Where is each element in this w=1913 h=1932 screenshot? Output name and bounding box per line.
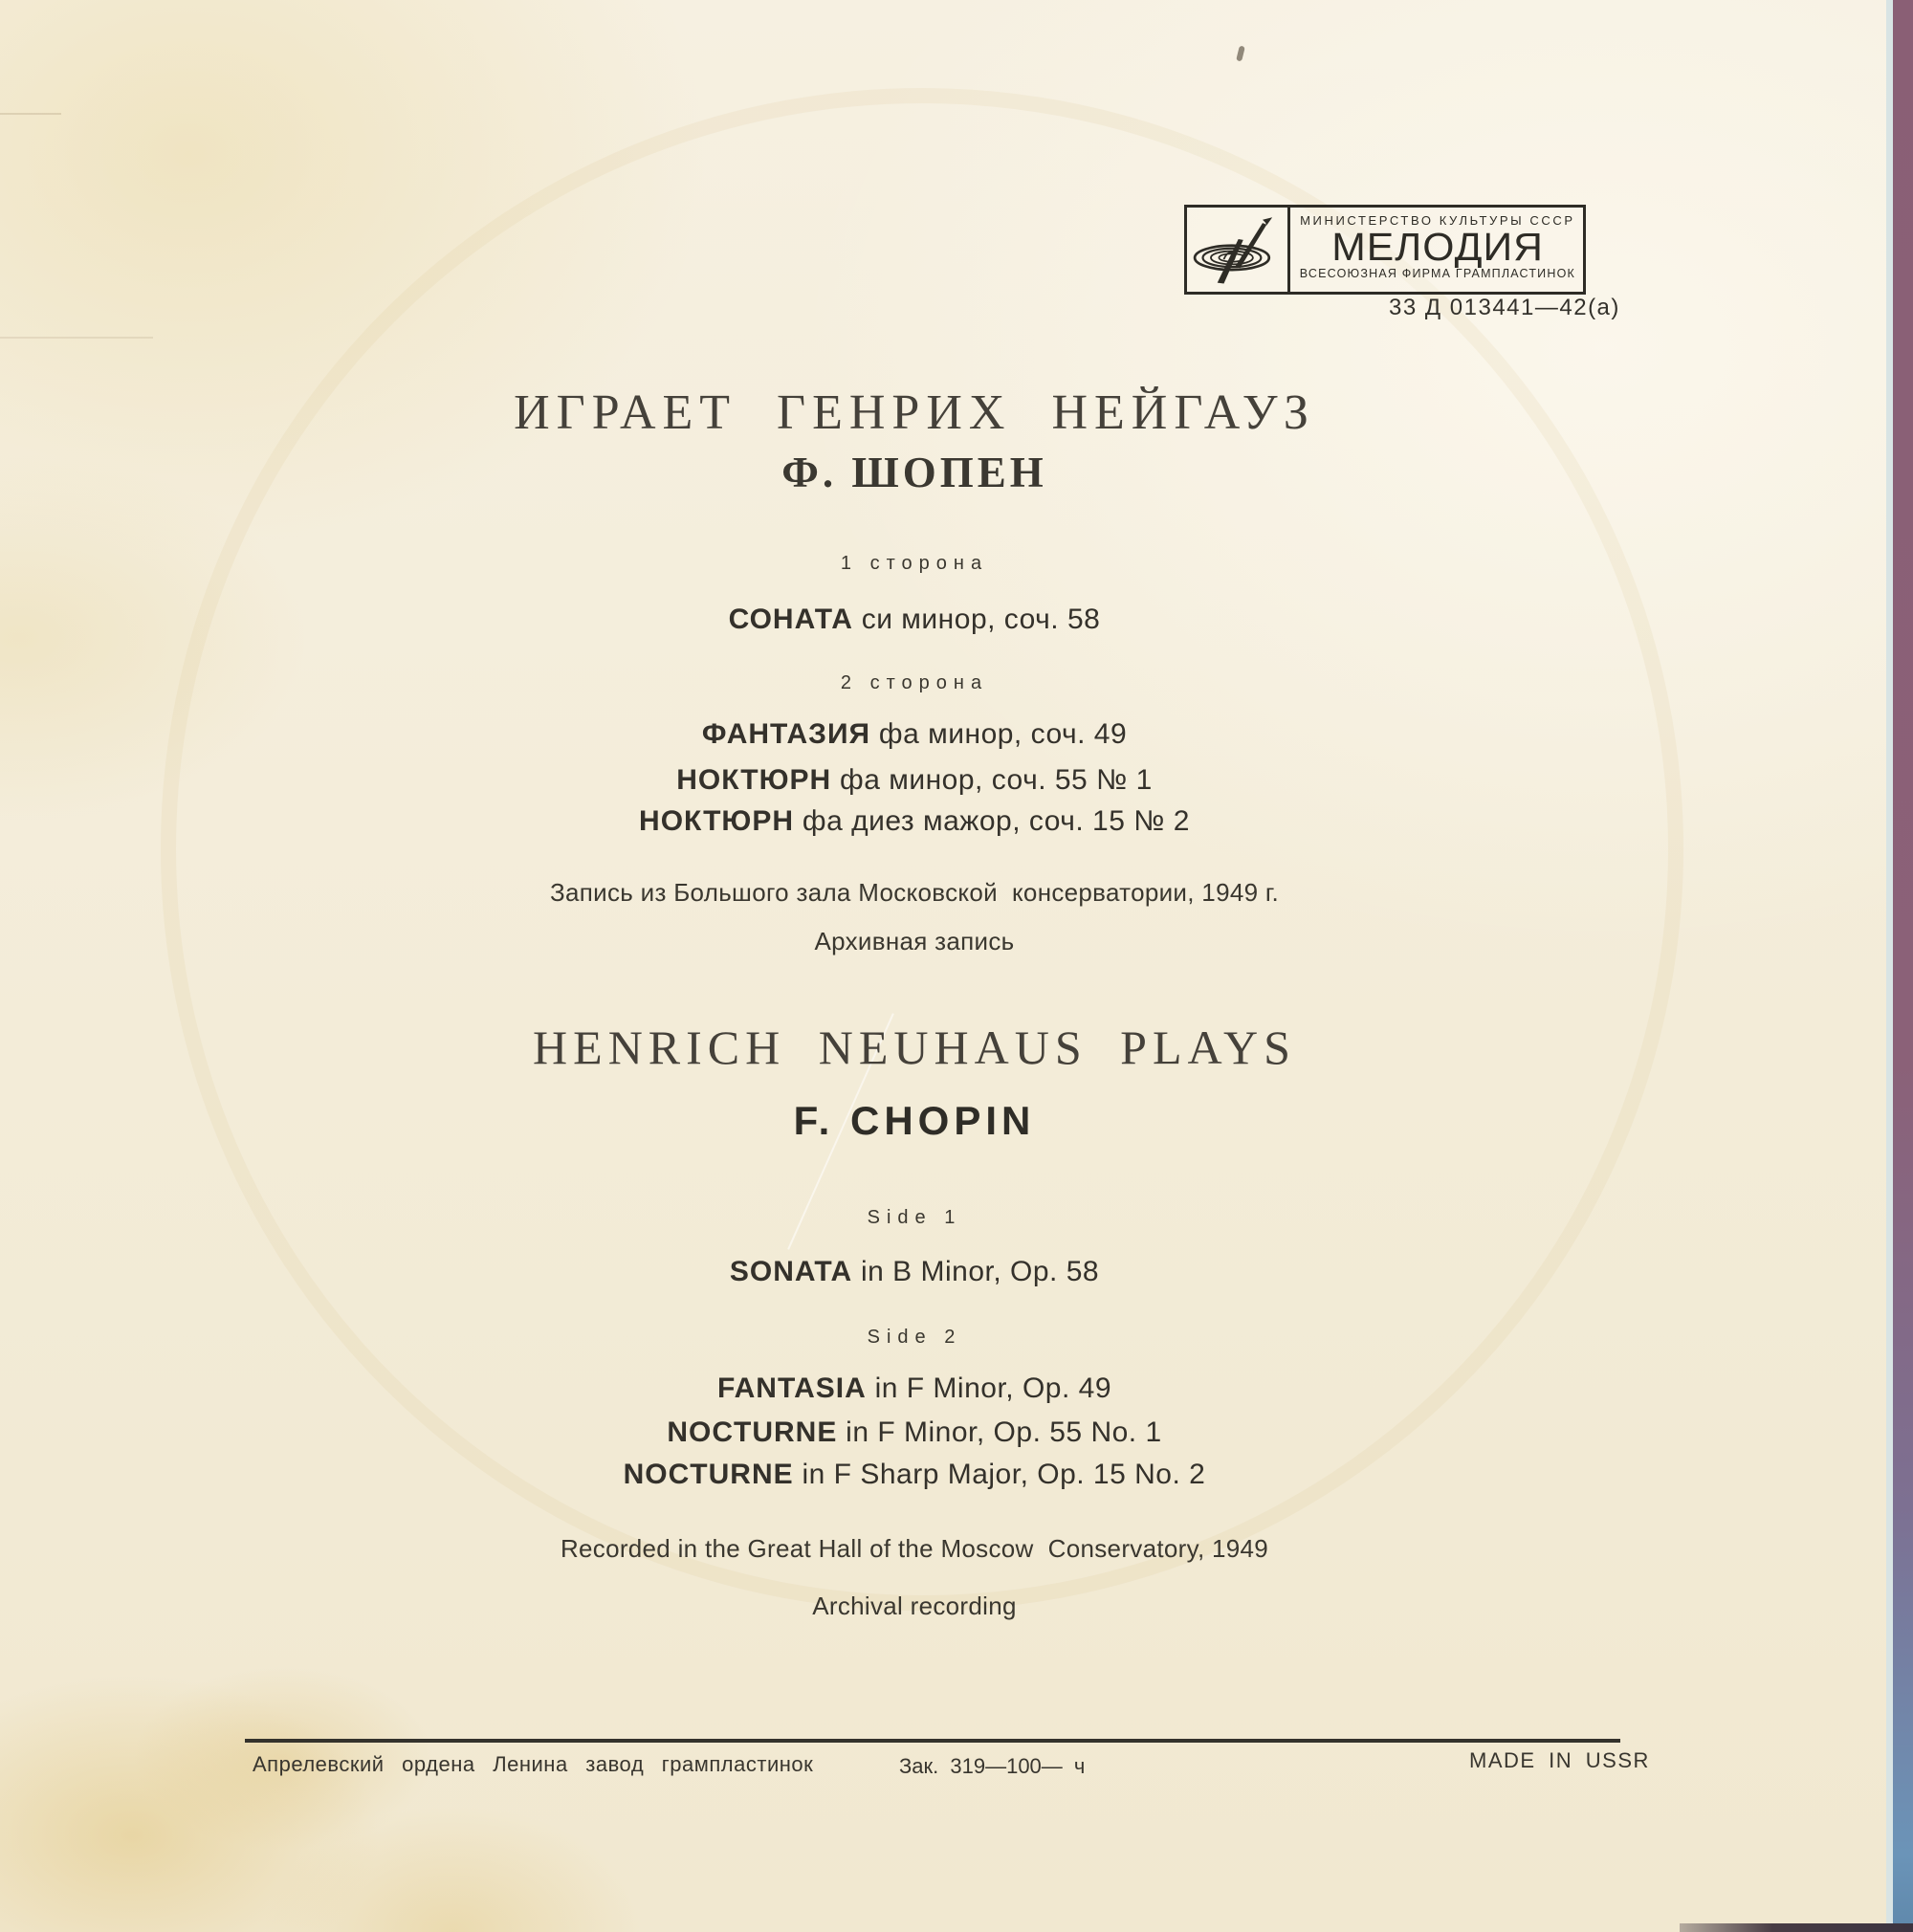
melodiya-logo-cell	[1187, 208, 1290, 292]
russian-archival-note: Архивная запись	[814, 927, 1015, 955]
scan-edge-strip	[1893, 0, 1913, 1932]
melodiya-label-text	[1290, 208, 1583, 292]
track-row	[0, 1256, 1829, 1288]
melodiya-logo-icon	[1187, 213, 1286, 286]
track-row	[0, 1372, 1829, 1405]
track-detail: in F Sharp Major, Op. 15 No. 2	[793, 1459, 1206, 1490]
track-title: NOCTURNE	[667, 1416, 838, 1448]
track-detail: фа минор, соч. 49	[870, 718, 1128, 750]
order-number: Зак. 319—100— ч	[899, 1754, 1086, 1778]
track-detail: фа минор, соч. 55 № 1	[831, 764, 1153, 796]
scan-bottom-edge	[1680, 1923, 1913, 1932]
track-detail: фа диез мажор, соч. 15 № 2	[794, 805, 1190, 837]
track-row	[0, 1416, 1829, 1449]
track-title: ФАНТАЗИЯ	[701, 718, 871, 750]
catalog-number: 33 Д 013441—42(а)	[1389, 295, 1620, 320]
ministry-line: МИНИСТЕРСТВО КУЛЬТУРЫ СССР	[1300, 213, 1575, 228]
english-side2-label: Side 2	[867, 1327, 962, 1348]
melodiya-label-box	[1184, 205, 1586, 295]
track-detail: си минор, соч. 58	[852, 604, 1101, 635]
footer-rule	[245, 1739, 1620, 1743]
track-title: НОКТЮРН	[676, 764, 832, 796]
track-title: SONATA	[729, 1256, 853, 1287]
pressing-plant: Апрелевский ордена Ленина завод грампластинок	[253, 1752, 814, 1776]
scan-edge-highlight	[1886, 0, 1893, 1932]
track-title: NOCTURNE	[623, 1459, 794, 1490]
track-detail: in B Minor, Op. 58	[852, 1256, 1100, 1287]
track-row	[0, 718, 1829, 751]
russian-title: ИГРАЕТ ГЕНРИХ НЕЙГАУЗ	[514, 385, 1315, 440]
english-archival-note: Archival recording	[812, 1592, 1017, 1620]
paper-crease	[0, 113, 61, 115]
paper-crease	[0, 337, 153, 339]
russian-side1-label: 1 сторона	[840, 553, 989, 574]
track-row	[0, 1459, 1829, 1491]
english-recording-note: Recorded in the Great Hall of the Moscow Conservatory, 1949	[560, 1534, 1269, 1563]
brand-name: МЕЛОДИЯ	[1330, 225, 1544, 269]
track-row	[0, 764, 1829, 797]
russian-recording-note: Запись из Большого зала Московской консерватории, 1949 г.	[549, 878, 1280, 907]
track-detail: in F Minor, Op. 49	[866, 1372, 1112, 1404]
paper-scratch	[787, 1013, 894, 1249]
english-side1-label: Side 1	[867, 1207, 962, 1228]
firm-line: ВСЕСОЮЗНАЯ ФИРМА ГРАМПЛАСТИНОК	[1299, 267, 1575, 280]
track-row	[0, 604, 1829, 636]
track-title: СОНАТА	[728, 604, 853, 635]
track-row	[0, 805, 1829, 838]
made-in-ussr: MADE IN USSR	[1469, 1748, 1650, 1772]
ink-speck	[1236, 46, 1245, 62]
track-title: НОКТЮРН	[639, 805, 795, 837]
russian-composer: Ф. ШОПЕН	[781, 449, 1047, 496]
track-title: FANTASIA	[716, 1372, 867, 1404]
russian-side2-label: 2 сторона	[840, 672, 989, 693]
english-composer: F. CHOPIN	[793, 1098, 1036, 1143]
track-detail: in F Minor, Op. 55 No. 1	[837, 1416, 1162, 1448]
english-title: HENRICH NEUHAUS PLAYS	[533, 1021, 1296, 1074]
